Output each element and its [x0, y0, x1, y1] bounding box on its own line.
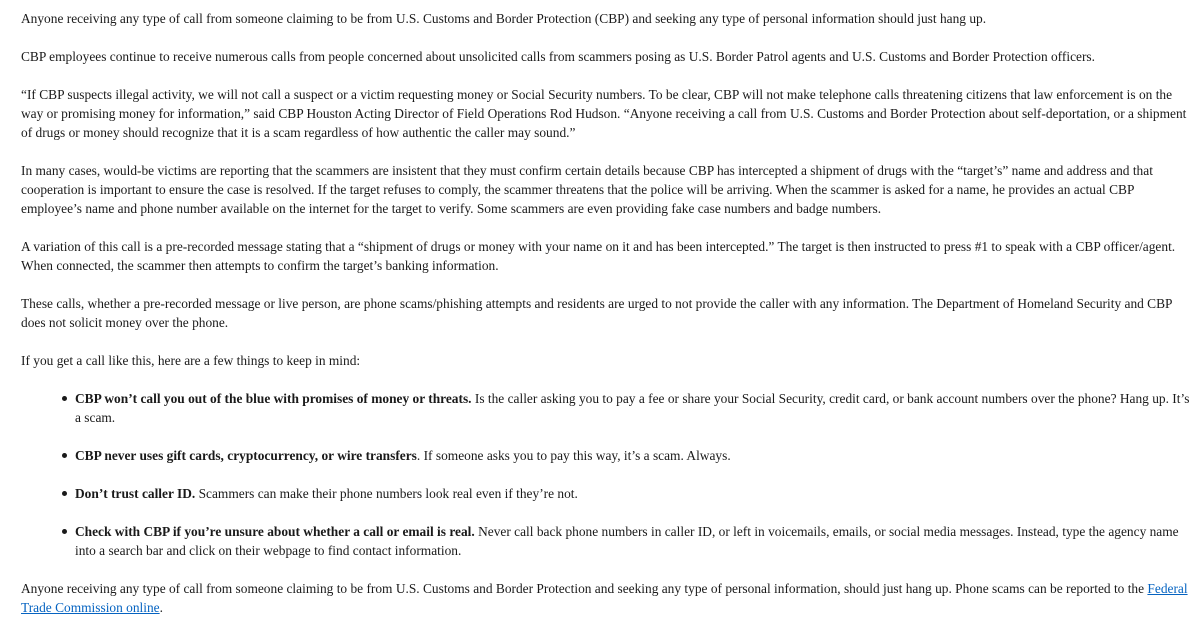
tips-intro: If you get a call like this, here are a few things to keep in mind:: [21, 353, 361, 368]
list-item: [75, 522, 1190, 560]
tip-lead: Check with CBP if you’re unsure about whether a call or email is real.: [75, 524, 475, 539]
ftc-online-link[interactable]: Federal Trade Commission online: [21, 581, 1188, 615]
list-item: [75, 389, 1190, 427]
tips-list: [21, 389, 1190, 560]
bullet-icon: [62, 453, 67, 458]
bullet-icon: [62, 491, 67, 496]
tip-lead: CBP won’t call you out of the blue with promises of money or threats.: [75, 391, 472, 406]
employees-paragraph: CBP employees continue to receive numerous calls from people concerned about unsolicited calls from scammers posing as U.S. Border Patrol agents and U.S. Customs and Border Protection officers.: [21, 49, 1095, 64]
intro-paragraph: Anyone receiving any type of call from someone claiming to be from U.S. Customs and Border Protection (CBP) and seeking any type of personal information should just hang up.: [21, 11, 987, 26]
variation-paragraph: A variation of this call is a pre-recorded message stating that a “shipment of drugs or money with your name on it and has been intercepted.” The target is then instructed to press #1 to speak with a CBP officer/agent. When connected, the scammer then attempts to confirm the target’s banking information.: [21, 239, 1176, 273]
bullet-icon: [62, 529, 67, 534]
bullet-icon: [62, 396, 67, 401]
tip-lead: Don’t trust caller ID.: [75, 486, 196, 501]
tip-body: Never call back phone numbers in caller ID, or left in voicemails, emails, or social media messages. Instead, type the agency name into a search bar and click on their webpage to find contact information.: [75, 524, 1179, 558]
list-item: [75, 446, 1190, 465]
closing-text: Anyone receiving any type of call from someone claiming to be from U.S. Customs and Border Protection and seeking any type of personal information, should just hang up. Phone scams can be reported to the: [21, 581, 1148, 596]
tip-lead: CBP never uses gift cards, cryptocurrency, or wire transfers: [75, 448, 417, 463]
list-item: [75, 484, 1190, 503]
tip-body: Is the caller asking you to pay a fee or share your Social Security, credit card, or bank account numbers over the phone? Hang up. It’s a scam.: [75, 391, 1190, 425]
closing-paragraph: [21, 579, 1190, 617]
victims-paragraph: In many cases, would-be victims are reporting that the scammers are insistent that they must confirm certain details because CBP has intercepted a shipment of drugs with the “target’s” name and address and that cooperation is important to ensure the case is resolved. If the target refuses to comply, the scammer threatens that the police will be arriving. When the scammer is asked for a name, he provides an actual CBP employee’s name and phone number available on the internet for the target to verify. Some scammers are even providing fake case numbers and badge numbers.: [21, 163, 1153, 216]
tip-body: Scammers can make their phone numbers look real even if they’re not.: [195, 486, 578, 501]
phishing-paragraph: These calls, whether a pre-recorded message or live person, are phone scams/phishing attempts and residents are urged to not provide the caller with any information. The Department of Homeland Security and CBP does not solicit money over the phone.: [21, 296, 1172, 330]
quote-paragraph: “If CBP suspects illegal activity, we will not call a suspect or a victim requesting money or Social Security numbers. To be clear, CBP will not make telephone calls threatening citizens that law enforcement is on the way or promising money for information,” said CBP Houston Acting Director of Field Operations Rod Hudson. “Anyone receiving a call from U.S. Customs and Border Protection about self-deportation, or a shipment of drugs or money should recognize that it is a scam regardless of how authentic the caller may sound.”: [21, 87, 1187, 140]
closing-end: .: [159, 600, 163, 615]
tip-body: . If someone asks you to pay this way, it’s a scam. Always.: [416, 448, 731, 463]
